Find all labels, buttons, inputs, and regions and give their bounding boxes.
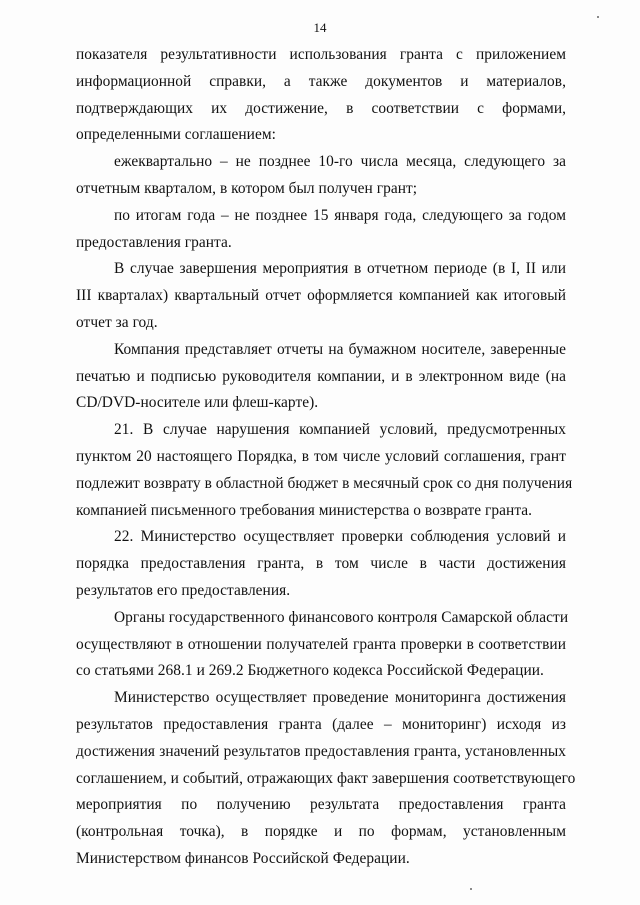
paragraph [76, 203, 566, 257]
document-body [76, 42, 576, 873]
text-line: подтверждающих их достижение, в соответствии с формами, [76, 99, 566, 117]
text-line: 21. В случае нарушения компанией условий, предусмотренных [114, 421, 566, 439]
text-line: предоставления гранта. [76, 233, 232, 251]
text-line: соглашением, и событий, отражающих факт завершения соответствующего [76, 769, 576, 787]
text-line: подлежит возврату в областной бюджет в месячный срок со дня получения [76, 474, 573, 492]
text-line: Министерством финансов Российской Федерации. [76, 849, 410, 867]
text-line: печатью и подписью руководителя компании, и в электронном виде (на [76, 367, 566, 385]
text-line: информационной справки, а также документов и материалов, [76, 72, 566, 90]
text-line: по итогам года – не позднее 15 января года, следующего за годом [114, 206, 566, 224]
text-line: CD/DVD-носителе или флеш-карте). [76, 394, 319, 412]
text-line: Компания представляет отчеты на бумажном носителе, заверенные [114, 340, 566, 358]
text-line: результатов его предоставления. [76, 581, 291, 599]
text-line: мероприятия по получению результата предоставления гранта [76, 796, 566, 814]
text-line: компанией письменного требования министерства о возврате гранта. [76, 501, 533, 519]
paragraph [76, 149, 566, 203]
text-line: Министерство осуществляет проведение мониторинга достижения [114, 689, 566, 707]
paragraph [76, 685, 576, 873]
paragraph [76, 337, 566, 417]
text-line: пунктом 20 настоящего Порядка, в том числе условий соглашения, грант [76, 447, 566, 465]
text-line: III кварталах) квартальный отчет оформляется компанией как итоговый [76, 287, 566, 305]
text-line: порядка предоставления гранта, в том числе в части достижения [76, 555, 566, 573]
text-line: отчетным кварталом, в котором был получен грант; [76, 179, 418, 197]
text-line: отчет за год. [76, 313, 158, 331]
text-line: достижения значений результатов предоставления гранта, установленных [76, 742, 566, 760]
paragraph [76, 417, 573, 524]
scan-speck [597, 16, 599, 18]
scan-speck [470, 888, 472, 890]
text-line: показателя результативности использования гранта с приложением [76, 46, 566, 63]
text-line: результатов предоставления гранта (далее – мониторинг) исходя из [76, 715, 566, 733]
paragraph [76, 524, 566, 604]
text-line: со статьями 268.1 и 269.2 Бюджетного кодекса Российской Федерации. [76, 662, 544, 680]
page-number: 14 [313, 20, 327, 35]
paragraph [76, 256, 566, 336]
text-line: 22. Министерство осуществляет проверки соблюдения условий и [114, 528, 566, 546]
text-line: В случае завершения мероприятия в отчетном периоде (в I, II или [114, 260, 566, 278]
text-line: (контрольная точка), в порядке и по формам, установленным [76, 823, 566, 841]
paragraph [76, 605, 569, 685]
text-line: Органы государственного финансового контроля Самарской области [114, 608, 569, 626]
text-line: определенными соглашением: [76, 126, 276, 144]
text-line: осуществляют в отношении получателей гранта проверки в соответствии [76, 635, 566, 653]
paragraph [76, 42, 566, 149]
text-line: ежеквартально – не позднее 10-го числа месяца, следующего за [114, 153, 566, 171]
